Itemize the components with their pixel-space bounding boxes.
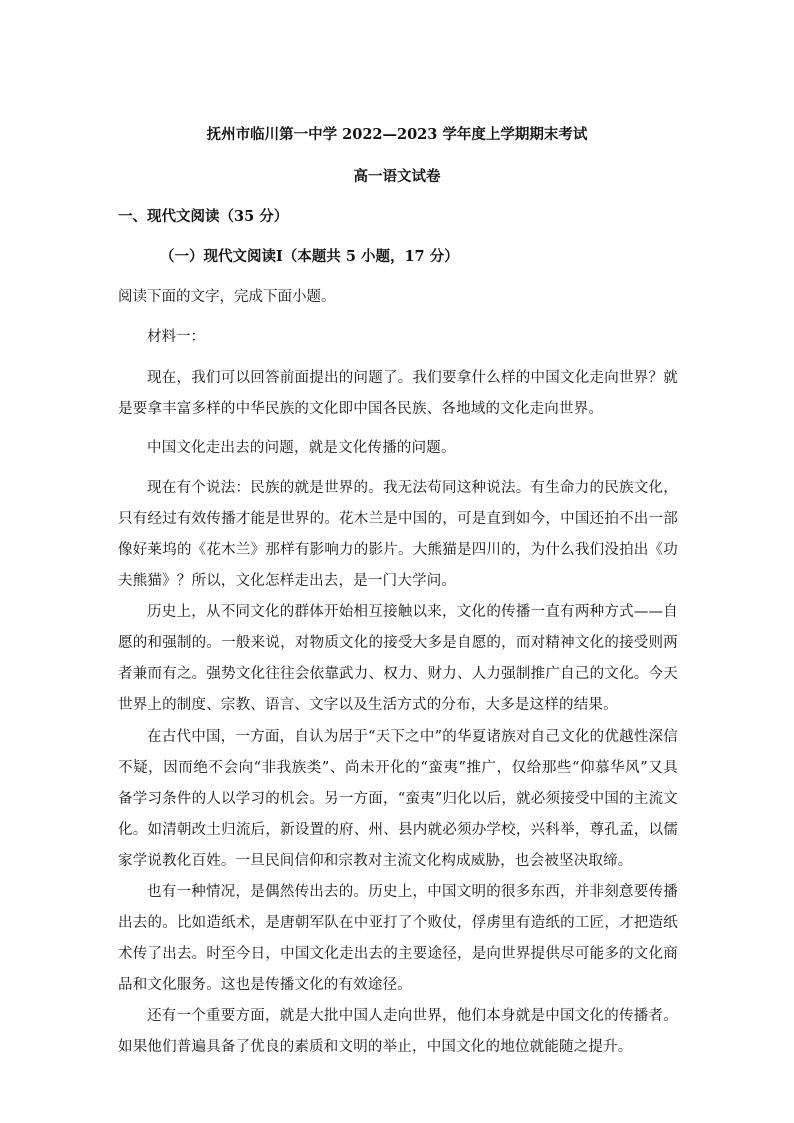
paragraph-5: 在古代中国，一方面，自认为居于“天下之中”的华夏诸族对自己文化的优越性深信不疑，因而绝不会向“非我族类”、尚未开化的“蛮夷”推广，仅给那些“仰慕华风”又具备学习条件的人以学习的机会。另一方面，“蛮夷”归化以后，就必须接受中国的主流文化。如清朝改土归流后，新设置的府、州、县内就必须办学校，兴科举，尊孔孟，以儒家学说教化百姓。一旦民间信仰和宗教对主流文化构成威胁，也会被坚决取缔。	[118, 729, 678, 869]
material-label: 材料一：	[147, 329, 205, 345]
exam-title: 抚州市临川第一中学 2022—2023 学年度上学期期末考试	[206, 126, 588, 143]
paragraph-6: 也有一种情况，是偶然传出去的。历史上，中国文明的很多东西，并非刻意要传播出去的。比如造纸术，是唐朝军队在中亚打了个败仗，俘虏里有造纸的工匠，才把造纸术传了出去。时至今日，中国文化走出去的主要途径，是向世界提供尽可能多的文化商品和文化服务。这也是传播文化的有效途径。	[118, 884, 678, 993]
paragraph-2: 中国文化走出去的问题，就是文化传播的问题。	[147, 440, 456, 456]
paragraph-1: 现在，我们可以回答前面提出的问题了。我们要拿什么样的中国文化走向世界？就是要拿丰富多样的中华民族的文化即中国各民族、各地域的文化走向世界。	[118, 370, 678, 417]
sub-section-heading: （一）现代文阅读Ⅰ（本题共 5 小题，17 分）	[160, 248, 459, 265]
paper-title: 高一语文试卷	[353, 168, 441, 185]
paragraph-7: 还有一个重要方面，就是大批中国人走向世界，他们本身就是中国文化的传播者。如果他们普遍具备了优良的素质和文明的举止，中国文化的地位就能随之提升。	[118, 1008, 678, 1055]
instruction-text: 阅读下面的文字，完成下面小题。	[118, 289, 336, 305]
section-heading: 一、现代文阅读（35 分）	[118, 208, 289, 225]
paragraph-4: 历史上，从不同文化的群体开始相互接触以来，文化的传播一直有两种方式——自愿的和强制的。一般来说，对物质文化的接受大多是自愿的，而对精神文化的接受则两者兼而有之。强势文化往往会依靠武力、权力、财力、人力强制推广自己的文化。今天世界上的制度、宗教、语言、文字以及生活方式的分布，大多是这样的结果。	[118, 604, 678, 713]
paragraph-3: 现在有个说法：民族的就是世界的。我无法苟同这种说法。有生命力的民族文化，只有经过有效传播才能是世界的。花木兰是中国的，可是直到如今，中国还拍不出一部像好莱坞的《花木兰》那样有影响力的影片。大熊猫是四川的，为什么我们没拍出《功夫熊猫》？所以，文化怎样走出去，是一门大学问。	[118, 480, 678, 589]
